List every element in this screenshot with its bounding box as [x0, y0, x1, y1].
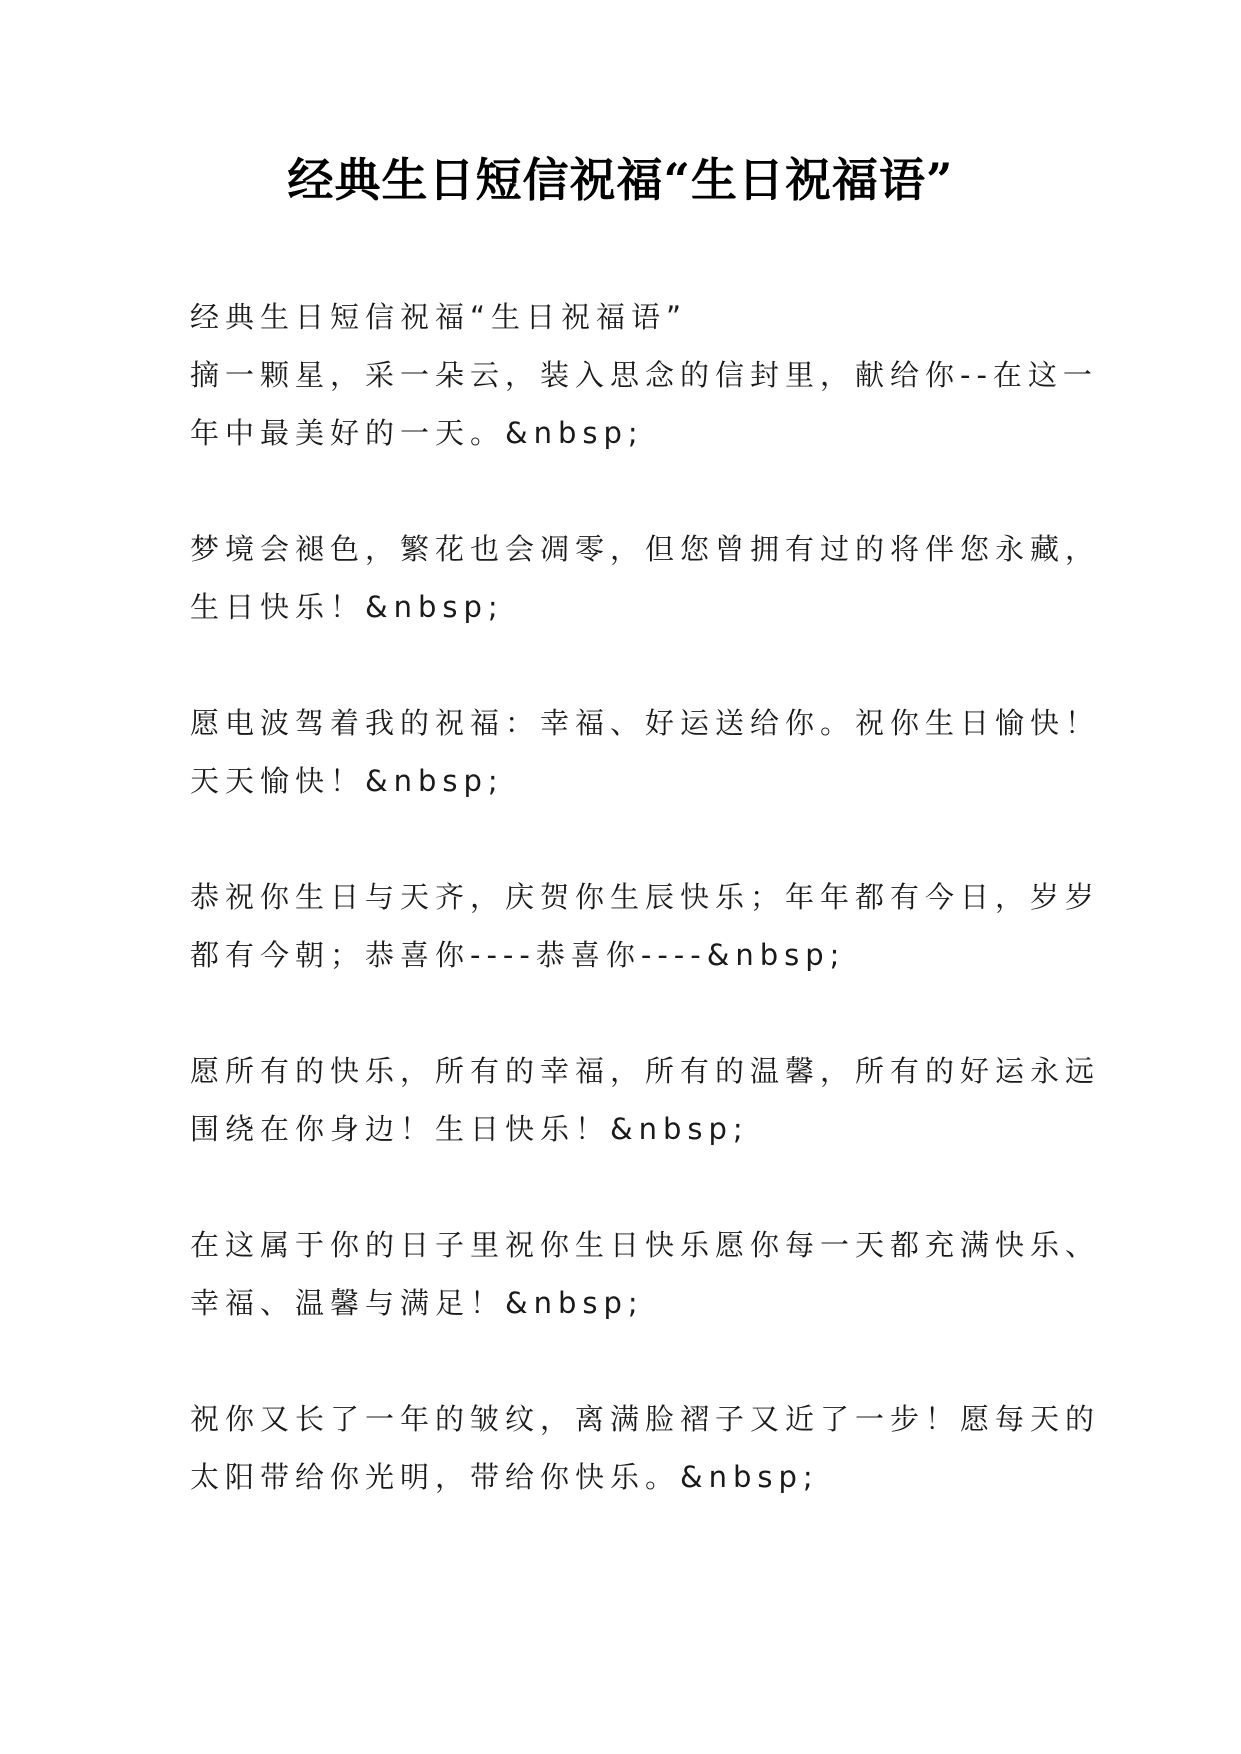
document-subtitle: 经典生日短信祝福“生日祝福语” [190, 300, 688, 334]
paragraph-gap [190, 636, 1070, 694]
paragraph-line: 梦境会褪色，繁花也会凋零，但您曾拥有过的将伴您永藏， [190, 532, 1101, 566]
paragraph-gap [190, 1158, 1070, 1216]
paragraph-line: 都有今朝；恭喜你----恭喜你----&nbsp; [190, 938, 846, 972]
paragraph-line: 围绕在你身边！生日快乐！&nbsp; [190, 1112, 749, 1146]
paragraph-gap [190, 984, 1070, 1042]
paragraph-line: 愿所有的快乐，所有的幸福，所有的温馨，所有的好运永远 [190, 1054, 1101, 1088]
paragraph-line: 愿电波驾着我的祝福：幸福、好运送给你。祝你生日愉快！ [190, 706, 1101, 740]
paragraph-line: 恭祝你生日与天齐，庆贺你生辰快乐；年年都有今日，岁岁 [190, 880, 1101, 914]
document-body [190, 288, 1101, 1506]
paragraph-gap [190, 462, 1070, 520]
document-title: 经典生日短信祝福“生日祝福语” [287, 153, 954, 207]
paragraph-line: 幸福、温馨与满足！&nbsp; [190, 1286, 644, 1320]
paragraph-line: 在这属于你的日子里祝你生日快乐愿你每一天都充满快乐、 [190, 1228, 1101, 1262]
paragraph-line: 天天愉快！&nbsp; [190, 764, 504, 798]
paragraph-gap [190, 1332, 1070, 1390]
paragraph-line: 太阳带给你光明，带给你快乐。&nbsp; [190, 1460, 819, 1494]
paragraph-gap [190, 810, 1070, 868]
paragraph-line: 年中最美好的一天。&nbsp; [190, 416, 644, 450]
paragraph-line: 祝你又长了一年的皱纹，离满脸褶子又近了一步！愿每天的 [190, 1402, 1101, 1436]
paragraph-line: 摘一颗星，采一朵云，装入思念的信封里，献给你--在这一 [190, 358, 1098, 392]
paragraph-line: 生日快乐！&nbsp; [190, 590, 504, 624]
